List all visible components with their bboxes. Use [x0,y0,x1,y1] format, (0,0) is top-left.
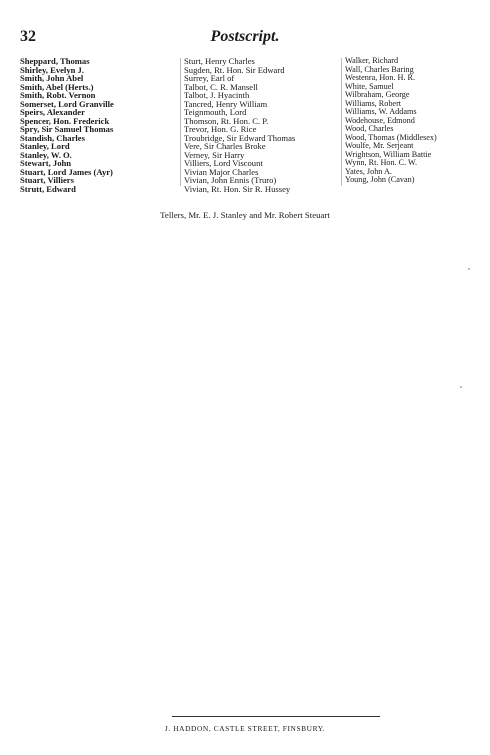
member-name: Williams, W. Addams [345,107,417,116]
member-name: Shirley, Evelyn J. [20,64,84,75]
member-name: Smith, Robt. Vernon [20,90,96,100]
member-name: Wrightson, William Battie [345,149,432,159]
footer-rule [172,716,380,717]
member-name: Villiers, Lord Viscount [184,158,263,168]
member-name: Woulfe, Mr. Serjeant [345,141,414,150]
names-column-3 [345,57,437,185]
member-name: Walker, Richard [345,56,399,65]
member-name: Troubridge, Sir Edward Thomas [184,132,296,143]
member-name: Westenra, Hon. H. R. [345,73,416,82]
footer-imprint: J. HADDON, CASTLE STREET, FINSBURY. [164,724,326,733]
member-name: Wood, Charles [345,124,394,133]
member-name: Thomson, Rt. Hon. C. P. [184,115,269,126]
member-name: Speirs, Alexander [20,107,85,117]
member-name: Smith, John Abel [20,73,84,83]
member-name: Strutt, Edward [20,183,76,194]
member-name: Spencer, Hon. Frederick [20,115,110,126]
member-name: Spry, Sir Samuel Thomas [20,124,114,134]
member-name: Vivian, John Ennis (Truro) [184,175,277,185]
member-name: Smith, Abel (Herts.) [20,81,94,92]
member-name: Teignmouth, Lord [184,107,247,117]
print-speck [460,386,462,388]
member-name: Verney, Sir Harry [184,149,245,160]
member-name: Sugden, Rt. Hon. Sir Edward [184,64,285,75]
member-name: Stanley, W. O. [20,149,72,160]
member-name: Young, John (Cavan) [345,175,415,184]
column-divider [341,58,342,186]
column-divider [180,58,181,186]
member-name: Stanley, Lord [20,141,70,151]
running-title: Postscript. [210,28,280,45]
member-name: Stuart, Villiers [20,175,74,185]
member-name: Wood, Thomas (Middlesex) [345,132,437,142]
member-name: Wynn, Rt. Hon. C. W. [345,158,418,167]
names-column-1 [20,57,114,193]
names-column-2 [184,57,295,193]
member-name: Somerset, Lord Granville [20,98,114,109]
member-name: Sturt, Henry Charles [184,56,255,66]
member-name: Standish, Charles [20,132,85,143]
member-name: Stuart, Lord James (Ayr) [20,166,113,177]
member-name: Tancred, Henry William [184,98,268,109]
member-name: Wilbraham, George [345,90,410,99]
print-speck [468,268,470,270]
member-name: Vivian, Rt. Hon. Sir R. Hussey [184,183,291,194]
member-name: Surrey, Earl of [184,73,235,83]
member-name: Sheppard, Thomas [20,56,90,66]
member-name: Trevor, Hon. G. Rice [184,124,257,134]
member-name: Williams, Robert [345,98,402,108]
member-name: Vere, Sir Charles Broke [184,141,266,151]
member-name: Stewart, John [20,158,72,168]
member-name: Talbot, C. R. Mansell [184,81,258,92]
tellers-line: Tellers, Mr. E. J. Stanley and Mr. Robert Steuart [160,210,330,220]
division-list [0,56,490,194]
page-number: 32 [20,28,36,45]
member-name: Talbot, J. Hyacinth [184,90,250,100]
member-name: Wodehouse, Edmond [345,115,415,125]
member-name: Yates, John A. [345,166,392,176]
member-name: White, Samuel [345,81,394,91]
member-name: Vivian Major Charles [184,166,259,177]
member-name: Wall, Charles Baring [345,64,414,74]
